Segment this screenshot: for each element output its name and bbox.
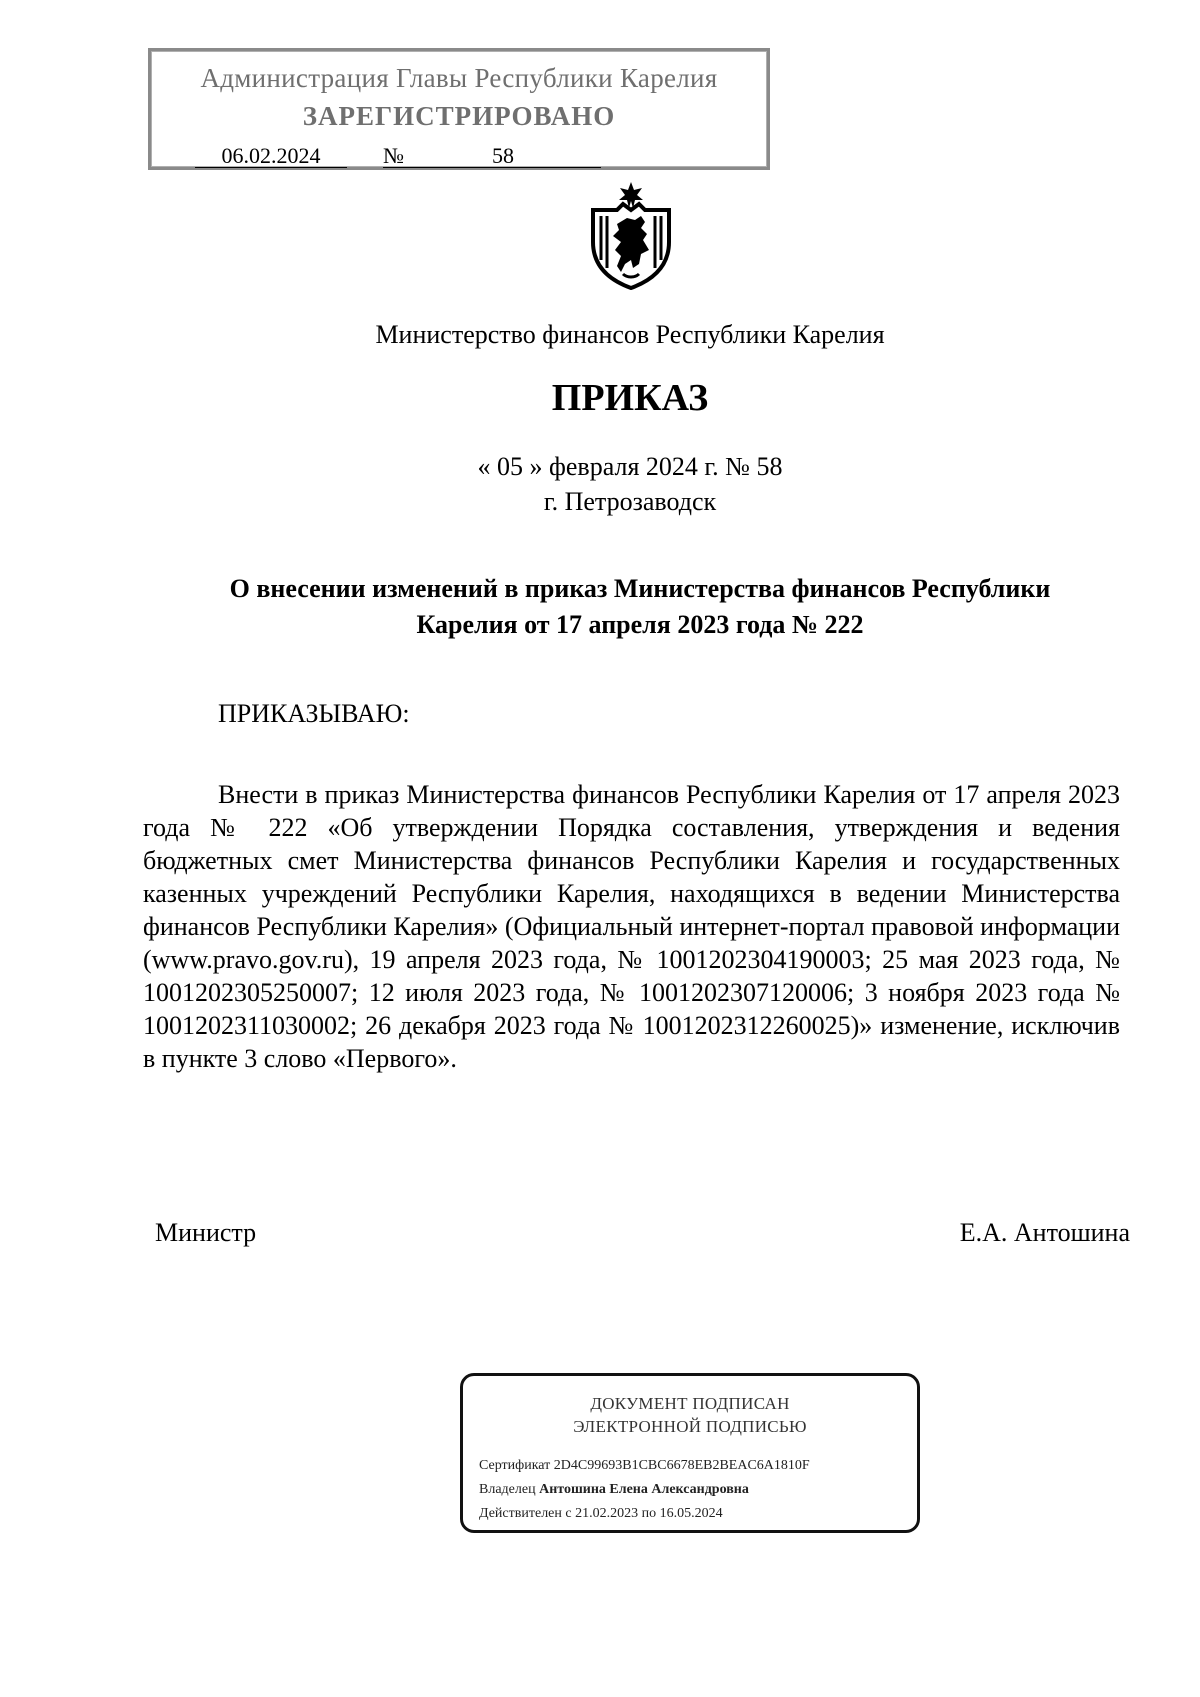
stamp-number-sign: № xyxy=(383,143,404,168)
order-subject-line1: О внесении изменений в приказ Министерства финансов Республики xyxy=(229,574,1051,603)
esig-owner-label: Владелец xyxy=(479,1482,536,1497)
esig-valid-to-label: по xyxy=(641,1506,657,1521)
order-date-number: « 05 » февраля 2024 г. № 58 xyxy=(477,452,783,481)
stamp-authority: Администрация Главы Республики Карелия xyxy=(200,63,718,93)
esig-certificate-label: Сертификат xyxy=(479,1458,551,1473)
esig-owner-row xyxy=(479,1482,749,1498)
electronic-signature-stamp xyxy=(460,1373,920,1533)
esig-heading-electronic: ЭЛЕКТРОННОЙ ПОДПИСЬЮ xyxy=(573,1417,807,1436)
ministry-name: Министерство финансов Республики Карелия xyxy=(375,320,885,349)
stamp-date: 06.02.2024 xyxy=(195,145,347,168)
order-body-paragraph: Внести в приказ Министерства финансов Республики Карелия от 17 апреля 2023 года № 222 «Об утверждении Порядка составления, утверждения и ведения бюджетных смет Министерства финансов Республики Карелия и государственных казенных учреждений Республики Карелия, находящихся в ведении Министерства финансов Республики Карелия» (Официальный интернет-портал правовой информации (www.pravo.gov.ru), 19 апреля 2023 года, № 1001202304190003; 25 мая 2023 года, № 1001202305250007; 12 июля 2023 года, № 1001202307120006; 3 ноября 2023 года № 1001202311030002; 26 декабря 2023 года № 1001202312260025)» изменение, исключив в пункте 3 слово «Первого». xyxy=(143,780,1120,1073)
order-subject-line2: Карелия от 17 апреля 2023 года № 222 xyxy=(416,610,864,639)
esig-certificate-value: 2D4C99693B1CBC6678EB2BEAC6A1810F xyxy=(553,1458,810,1473)
decree-word: ПРИКАЗЫВАЮ: xyxy=(218,699,410,728)
karelia-coat-of-arms-icon xyxy=(583,180,679,290)
document-title: ПРИКАЗ xyxy=(551,377,709,419)
esig-certificate-row xyxy=(479,1458,810,1474)
stamp-number: 58 xyxy=(405,145,601,168)
registration-stamp xyxy=(148,48,770,170)
esig-valid-from-value: 21.02.2023 xyxy=(575,1506,639,1521)
signatory-role: Министр xyxy=(155,1218,257,1247)
stamp-status: ЗАРЕГИСТРИРОВАНО xyxy=(302,101,616,131)
order-subject xyxy=(150,571,1130,643)
esig-valid-from-label: Действителен с xyxy=(479,1506,572,1521)
order-city: г. Петрозаводск xyxy=(543,487,717,516)
esig-heading-signed: ДОКУМЕНТ ПОДПИСАН xyxy=(590,1394,790,1413)
esig-validity-row xyxy=(479,1506,723,1522)
esig-owner-value: Антошина Елена Александровна xyxy=(539,1482,749,1497)
esig-valid-to-value: 16.05.2024 xyxy=(659,1506,723,1521)
signatory-name: Е.А. Антошина xyxy=(959,1218,1130,1247)
